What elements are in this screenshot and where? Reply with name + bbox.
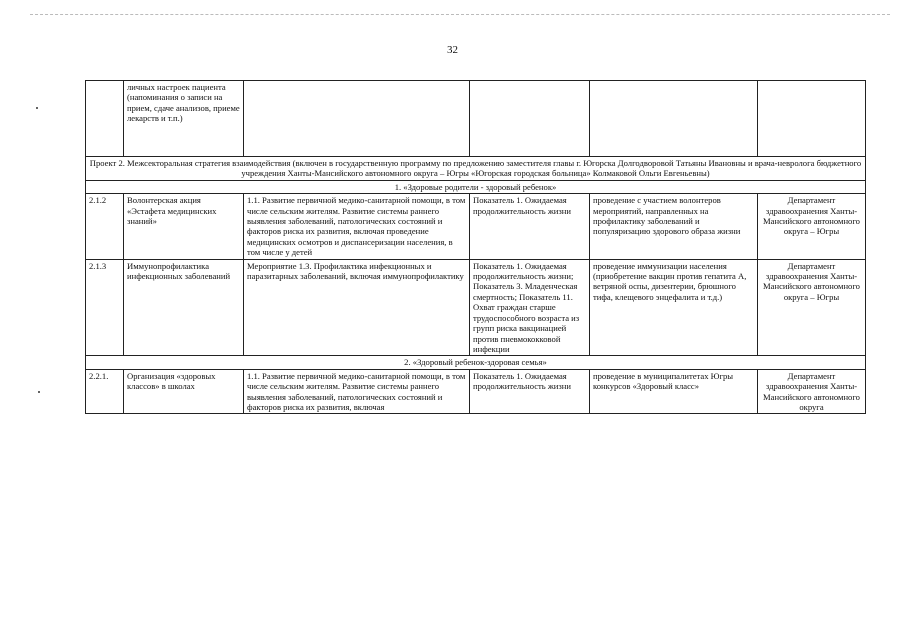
table-row: [86, 259, 866, 356]
cell-num: 2.1.2: [86, 194, 124, 259]
section-title: 2. «Здоровый ребенок-здоровая семья»: [86, 356, 866, 369]
cell-result: проведение в муниципалитетах Югры конкурсов «Здоровый класс»: [590, 369, 758, 414]
cell-num: 2.1.3: [86, 259, 124, 356]
table-row: [86, 369, 866, 414]
cell-indicator: Показатель 1. Ожидаемая продолжительность жизни; Показатель 3. Младенческая смертность; Показатель 11. Охват граждан старше трудоспособного возраста из групп риска вакцинацией против пневмококковой инфекции: [470, 259, 590, 356]
page-number: 32: [447, 44, 458, 56]
project-title-row: [86, 157, 866, 181]
cell-program: Мероприятие 1.3. Профилактика инфекционных и паразитарных заболеваний, включая иммунопрофилактику: [244, 259, 470, 356]
table-row: [86, 194, 866, 259]
cell-name: Иммунопрофилактика инфекционных заболеваний: [124, 259, 244, 356]
cell-result: проведение с участием волонтеров мероприятий, направленных на профилактику заболеваний и популяризацию здорового образа жизни: [590, 194, 758, 259]
section-title: 1. «Здоровые родители - здоровый ребенок»: [86, 180, 866, 193]
cell-num: 2.2.1.: [86, 369, 124, 414]
table-row: [86, 81, 866, 157]
cell-executor: Департамент здравоохранения Ханты-Мансийского автономного округа – Югры: [758, 194, 866, 259]
cell-indicator: [470, 81, 590, 157]
scan-speck: [36, 107, 38, 109]
cell-indicator: Показатель 1. Ожидаемая продолжительность жизни: [470, 194, 590, 259]
cell-program: [244, 81, 470, 157]
measures-table: [85, 80, 866, 414]
project-title: Проект 2. Межсекторальная стратегия взаимодействия (включен в государственную программу по предложению заместителя главы г. Югорска Долгодворовой Татьяны Ивановны и врача-невролога бюджетного учреждения Ханты-Мансийского автономного округа – Югры «Югорская городская больница» Колмаковой Ольги Евгеньевны): [86, 157, 866, 181]
cell-executor: [758, 81, 866, 157]
cell-result: [590, 81, 758, 157]
cell-name: Волонтерская акция «Эстафета медицинских знаний»: [124, 194, 244, 259]
cell-program: 1.1. Развитие первичной медико-санитарной помощи, в том числе сельским жителям. Развитие системы раннего выявления заболеваний, патологических состояний и факторов риска их развития, включая: [244, 369, 470, 414]
cell-num: [86, 81, 124, 157]
cell-indicator: Показатель 1. Ожидаемая продолжительность жизни: [470, 369, 590, 414]
cell-name: Организация «здоровых классов» в школах: [124, 369, 244, 414]
cell-executor: Департамент здравоохранения Ханты-Мансийского автономного округа – Югры: [758, 259, 866, 356]
cell-program: 1.1. Развитие первичной медико-санитарной помощи, в том числе сельским жителям. Развитие системы раннего выявления заболеваний, патологических состояний и факторов риска их развития, включая проведение медицинских осмотров и диспансеризации населения, в том числе у детей: [244, 194, 470, 259]
cell-executor: Департамент здравоохранения Ханты-Мансийского автономного округа: [758, 369, 866, 414]
scan-top-edge: [30, 14, 890, 15]
cell-name: личных настроек пациента (напоминания о записи на прием, сдаче анализов, приеме лекарств и т.п.): [124, 81, 244, 157]
cell-result: проведение иммунизации населения (приобретение вакцин против гепатита А, ветряной оспы, дизентерии, брюшного тифа, клещевого энцефалита и т.д.): [590, 259, 758, 356]
scan-speck: [38, 391, 40, 393]
section-row: [86, 356, 866, 369]
section-row: [86, 180, 866, 193]
